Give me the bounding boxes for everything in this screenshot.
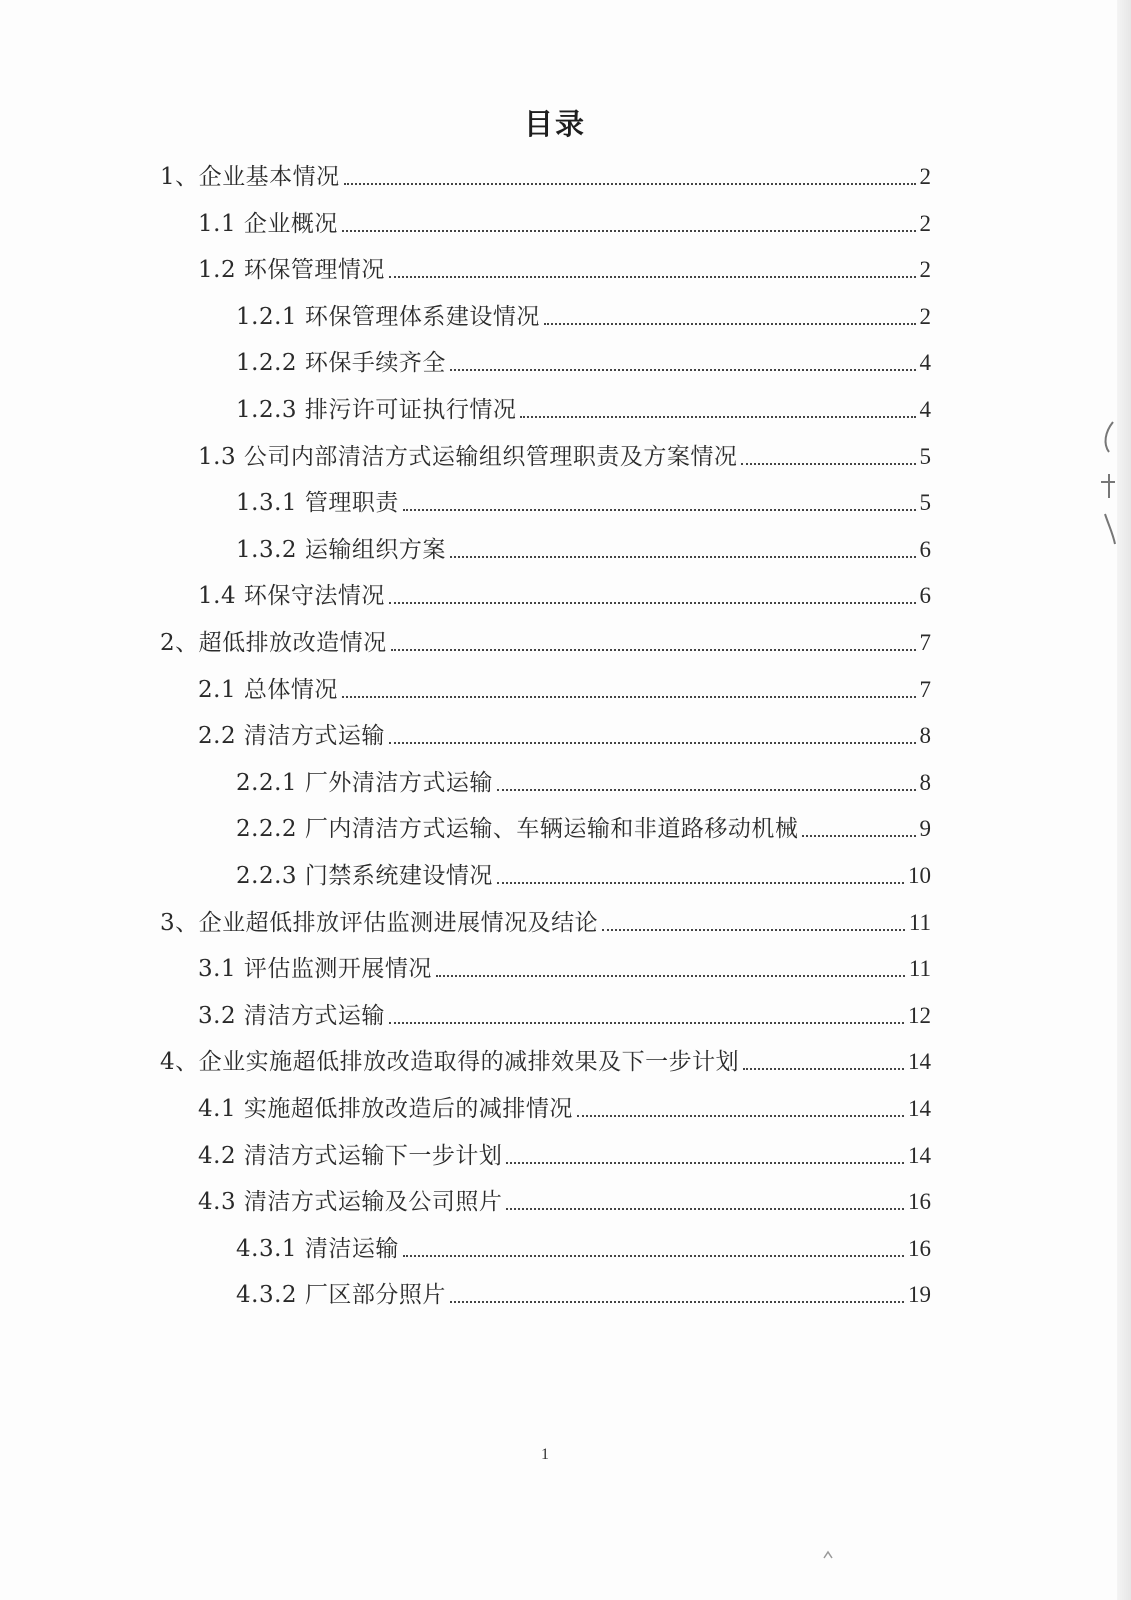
- toc-entry-text: 2.2 清洁方式运输: [198, 723, 385, 750]
- toc-entry-text: 4、企业实施超低排放改造取得的减排效果及下一步计划: [160, 1049, 740, 1076]
- toc-entry-text: 4.3.1 清洁运输: [236, 1235, 399, 1262]
- toc-leader-dots: [389, 742, 916, 744]
- toc-page-number: 4: [919, 350, 931, 376]
- toc-entry[interactable]: [198, 571, 931, 611]
- toc-page-number: 6: [919, 536, 931, 562]
- toc-page-number: 5: [919, 443, 931, 469]
- toc-leader-dots: [743, 1068, 904, 1070]
- toc-entry[interactable]: [198, 944, 931, 984]
- toc-entry[interactable]: [198, 1177, 931, 1217]
- toc-page-number: 4: [919, 397, 931, 422]
- binder-mark-icon: [1097, 418, 1117, 548]
- toc-entry[interactable]: [160, 1037, 931, 1077]
- toc-page-number: 16: [908, 1189, 931, 1215]
- toc-entry-text: 1.2.2 环保手续齐全: [236, 350, 446, 377]
- toc-page-number: 9: [919, 816, 931, 842]
- toc-entry-text: 1.3 公司内部清洁方式运输组织管理职责及方案情况: [198, 443, 738, 470]
- toc-entry-text: 4.2 清洁方式运输下一步计划: [198, 1142, 503, 1169]
- toc-leader-dots: [544, 323, 916, 325]
- toc-leader-dots: [342, 230, 916, 232]
- toc-entry[interactable]: [236, 525, 931, 565]
- toc-entry[interactable]: [198, 665, 931, 705]
- toc-leader-dots: [741, 463, 915, 465]
- toc-entry[interactable]: [236, 338, 931, 378]
- toc-entry-text: 2.2.1 厂外清洁方式运输: [236, 769, 493, 796]
- toc-entry[interactable]: [198, 711, 931, 751]
- toc-leader-dots: [391, 649, 916, 651]
- toc-entry-text: 1.2.3 排污许可证执行情况: [236, 397, 517, 423]
- toc-page-number: 2: [919, 210, 931, 236]
- toc-leader-dots: [389, 276, 916, 278]
- toc-entry-text: 2.1 总体情况: [198, 676, 338, 703]
- toc-leader-dots: [497, 882, 904, 884]
- toc-leader-dots: [403, 509, 916, 511]
- toc-entry-text: 1.4 环保守法情况: [198, 583, 385, 610]
- toc-page-number: 11: [908, 909, 931, 935]
- toc-leader-dots: [506, 1162, 904, 1164]
- toc-entry[interactable]: [236, 1270, 931, 1310]
- toc-leader-dots: [344, 183, 916, 185]
- toc-page-number: 14: [908, 1096, 931, 1121]
- toc-page-number: 11: [908, 956, 931, 982]
- toc-leader-dots: [389, 602, 916, 604]
- toc-entry[interactable]: [198, 245, 931, 285]
- toc-entry-text: 1.3.1 管理职责: [236, 490, 399, 517]
- toc-leader-dots: [497, 789, 916, 791]
- scan-edge-shadow: [1117, 0, 1131, 1600]
- page-number: 1: [541, 1446, 549, 1463]
- toc-entry-text: 3.1 评估监测开展情况: [198, 956, 432, 983]
- toc-page-number: 2: [919, 303, 931, 329]
- toc-entry[interactable]: [198, 991, 931, 1031]
- toc-entry-text: 3、企业超低排放评估监测进展情况及结论: [160, 909, 599, 936]
- toc-entry[interactable]: [236, 804, 931, 844]
- toc-entry[interactable]: [236, 758, 931, 798]
- toc-entry-text: 2.2.3 门禁系统建设情况: [236, 863, 493, 889]
- toc-entry-text: 2.2.2 厂内清洁方式运输、车辆运输和非道路移动机械: [236, 816, 799, 843]
- toc-page-number: 2: [919, 257, 931, 283]
- toc-entry[interactable]: [236, 1224, 931, 1264]
- toc-page-number: 5: [919, 490, 931, 516]
- toc-page-number: 12: [908, 1002, 931, 1028]
- toc-entry[interactable]: [198, 1084, 931, 1124]
- toc-page-number: 8: [919, 769, 931, 795]
- toc-leader-dots: [436, 975, 905, 977]
- toc-leader-dots: [577, 1115, 904, 1117]
- toc-entry[interactable]: [236, 385, 931, 425]
- scan-speck-icon: [822, 1550, 834, 1560]
- toc-page-number: 7: [919, 630, 931, 655]
- toc-leader-dots: [506, 1208, 904, 1210]
- toc-page-number: 10: [908, 863, 931, 888]
- toc-entry[interactable]: [236, 292, 931, 332]
- toc-entry-text: 4.3 清洁方式运输及公司照片: [198, 1189, 503, 1216]
- toc-page-number: 16: [908, 1235, 931, 1261]
- toc-entry-text: 1.2.1 环保管理体系建设情况: [236, 303, 540, 330]
- toc-entry[interactable]: [160, 898, 931, 938]
- toc-entry[interactable]: [198, 432, 931, 472]
- toc-leader-dots: [520, 416, 915, 418]
- toc-entry-text: 3.2 清洁方式运输: [198, 1002, 385, 1029]
- toc-leader-dots: [450, 369, 916, 371]
- toc-entry-text: 1.3.2 运输组织方案: [236, 536, 446, 563]
- toc-leader-dots: [450, 556, 916, 558]
- toc-page-number: 7: [919, 676, 931, 702]
- toc-entry-text: 1.2 环保管理情况: [198, 257, 385, 284]
- toc-title: 目录: [523, 107, 586, 141]
- toc-entry[interactable]: [160, 152, 931, 192]
- toc-leader-dots: [403, 1255, 904, 1257]
- toc-entry-text: 4.3.2 厂区部分照片: [236, 1282, 446, 1309]
- toc-page-number: 19: [908, 1282, 931, 1308]
- toc-entry[interactable]: [236, 851, 931, 891]
- toc-entry[interactable]: [198, 199, 931, 239]
- toc-entry-text: 4.1 实施超低排放改造后的减排情况: [198, 1096, 573, 1122]
- toc-leader-dots: [342, 696, 916, 698]
- toc-entry[interactable]: [198, 1131, 931, 1171]
- toc-leader-dots: [602, 929, 905, 931]
- toc-page-number: 2: [919, 164, 931, 189]
- toc-page-number: 14: [908, 1049, 931, 1075]
- toc-entry[interactable]: [236, 478, 931, 518]
- toc-entry-text: 1.1 企业概况: [198, 210, 338, 237]
- toc-page-number: 14: [908, 1142, 931, 1168]
- toc-leader-dots: [802, 835, 915, 837]
- toc-entry[interactable]: [160, 618, 931, 658]
- toc-leader-dots: [389, 1022, 904, 1024]
- toc-leader-dots: [450, 1301, 904, 1303]
- toc-entry-text: 1、企业基本情况: [160, 164, 340, 190]
- toc-page-number: 8: [919, 723, 931, 749]
- toc-entry-text: 2、超低排放改造情况: [160, 630, 387, 656]
- toc-page-number: 6: [919, 583, 931, 609]
